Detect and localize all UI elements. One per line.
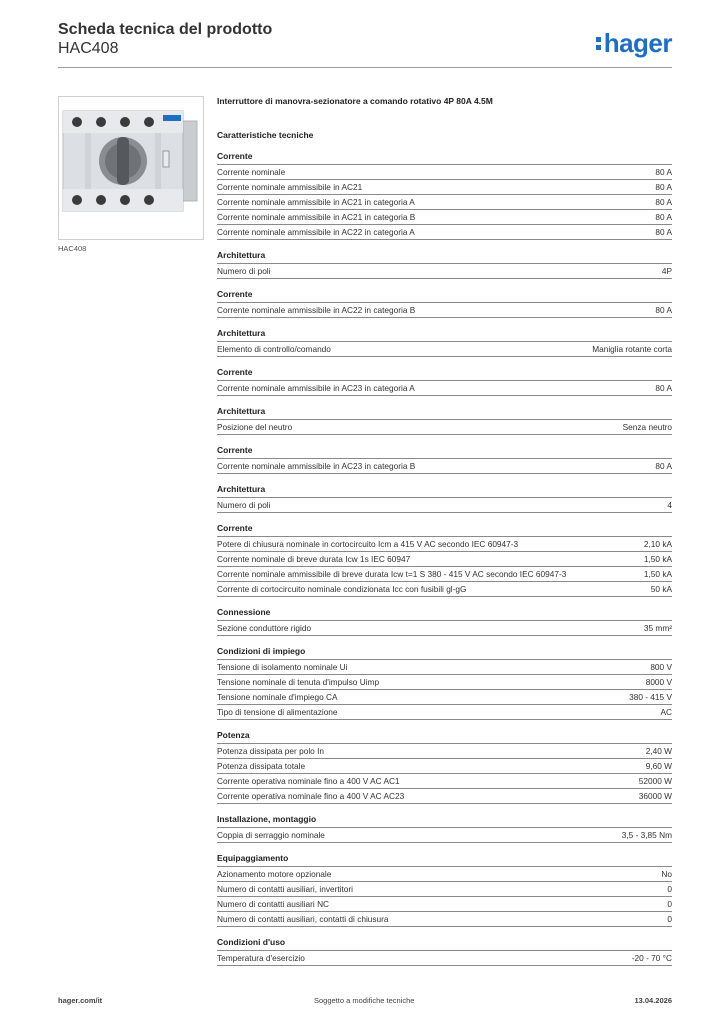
spec-row bbox=[217, 263, 672, 279]
spec-table bbox=[217, 164, 672, 240]
logo-text: hager bbox=[603, 28, 672, 58]
spec-value: 0 bbox=[667, 914, 672, 924]
spec-row bbox=[217, 380, 672, 396]
spec-value: -20 - 70 °C bbox=[631, 953, 672, 963]
section-gap bbox=[217, 357, 672, 366]
section-gap bbox=[217, 513, 672, 522]
section-title: Corrente bbox=[217, 367, 253, 377]
spec-section bbox=[217, 150, 672, 240]
section-title: Architettura bbox=[217, 406, 266, 416]
spec-value: 3,5 - 3,85 Nm bbox=[621, 830, 672, 840]
section-title: Condizioni d'uso bbox=[217, 937, 286, 947]
spec-row bbox=[217, 950, 672, 966]
spec-value: 800 V bbox=[650, 662, 672, 672]
spec-value: 1,50 kA bbox=[643, 554, 672, 564]
spec-row bbox=[217, 536, 672, 551]
section-title: Corrente bbox=[217, 523, 253, 533]
section-gap bbox=[217, 843, 672, 852]
spec-label: Corrente di cortocircuito nominale condizionata Icc con fusibili gl-gG bbox=[217, 584, 467, 594]
spec-row bbox=[217, 827, 672, 843]
spec-row bbox=[217, 866, 672, 881]
spec-value: Senza neutro bbox=[622, 422, 672, 432]
spec-section bbox=[217, 444, 672, 474]
spec-table bbox=[217, 827, 672, 843]
characteristics-title: Caratteristiche tecniche bbox=[217, 130, 314, 140]
section-title: Potenza bbox=[217, 730, 250, 740]
spec-label: Corrente nominale di breve durata Icw 1s IEC 60947 bbox=[217, 554, 411, 564]
spec-section bbox=[217, 852, 672, 927]
page-title: Scheda tecnica del prodotto bbox=[58, 21, 273, 38]
spec-table bbox=[217, 866, 672, 927]
spec-row bbox=[217, 497, 672, 513]
spec-section bbox=[217, 522, 672, 597]
spec-label: Azionamento motore opzionale bbox=[217, 869, 332, 879]
section-title: Condizioni di impiego bbox=[217, 646, 306, 656]
spec-label: Potenza dissipata per polo In bbox=[217, 746, 325, 756]
section-gap bbox=[217, 597, 672, 606]
spec-label: Corrente nominale bbox=[217, 167, 286, 177]
spec-row bbox=[217, 194, 672, 209]
spec-label: Numero di contatti ausiliari, contatti di chiusura bbox=[217, 914, 389, 924]
spec-section bbox=[217, 483, 672, 513]
spec-value: No bbox=[661, 869, 672, 879]
section-gap bbox=[217, 279, 672, 288]
spec-row bbox=[217, 674, 672, 689]
spec-label: Corrente nominale ammissibile in AC23 in categoria B bbox=[217, 461, 416, 471]
spec-value: 80 A bbox=[655, 383, 672, 393]
section-title: Connessione bbox=[217, 607, 271, 617]
spec-row bbox=[217, 758, 672, 773]
spec-section bbox=[217, 936, 672, 966]
section-gap bbox=[217, 927, 672, 936]
spec-table bbox=[217, 659, 672, 720]
spec-value: AC bbox=[660, 707, 672, 717]
spec-value: 0 bbox=[667, 899, 672, 909]
spec-value: 380 - 415 V bbox=[629, 692, 672, 702]
spec-row bbox=[217, 911, 672, 927]
footer-website-link[interactable]: hager.com/it bbox=[58, 996, 103, 1005]
section-title: Installazione, montaggio bbox=[217, 814, 317, 824]
footer-note: Soggetto a modifiche tecniche bbox=[314, 996, 415, 1005]
spec-table bbox=[217, 341, 672, 357]
spec-table bbox=[217, 458, 672, 474]
spec-value: 0 bbox=[667, 884, 672, 894]
spec-value: 80 A bbox=[655, 461, 672, 471]
spec-label: Corrente nominale ammissibile in AC22 in categoria B bbox=[217, 305, 416, 315]
spec-label: Corrente nominale ammissibile in AC23 in categoria A bbox=[217, 383, 415, 393]
section-gap bbox=[217, 636, 672, 645]
spec-label: Tensione nominale di tenuta d'impulso Uimp bbox=[217, 677, 380, 687]
page-header bbox=[58, 20, 672, 68]
section-gap bbox=[217, 720, 672, 729]
section-title: Architettura bbox=[217, 250, 266, 260]
spec-table bbox=[217, 743, 672, 804]
spec-section bbox=[217, 288, 672, 318]
spec-row bbox=[217, 704, 672, 720]
footer-date: 13.04.2026 bbox=[634, 996, 672, 1005]
spec-value: 9,60 W bbox=[645, 761, 672, 771]
spec-label: Temperatura d'esercizio bbox=[217, 953, 305, 963]
spec-section bbox=[217, 645, 672, 720]
spec-value: 1,50 kA bbox=[643, 569, 672, 579]
spec-row bbox=[217, 773, 672, 788]
spec-section bbox=[217, 366, 672, 396]
spec-row bbox=[217, 581, 672, 597]
section-gap bbox=[217, 318, 672, 327]
spec-row bbox=[217, 224, 672, 240]
spec-label: Posizione del neutro bbox=[217, 422, 293, 432]
spec-label: Corrente operativa nominale fino a 400 V AC AC23 bbox=[217, 791, 405, 801]
spec-row bbox=[217, 881, 672, 896]
spec-row bbox=[217, 743, 672, 758]
section-title: Architettura bbox=[217, 484, 266, 494]
spec-table bbox=[217, 536, 672, 597]
spec-label: Corrente nominale ammissibile in AC21 bbox=[217, 182, 363, 192]
spec-table bbox=[217, 419, 672, 435]
spec-row bbox=[217, 458, 672, 474]
spec-value: 80 A bbox=[655, 197, 672, 207]
spec-table bbox=[217, 263, 672, 279]
spec-content bbox=[217, 96, 672, 966]
spec-row bbox=[217, 179, 672, 194]
spec-table bbox=[217, 302, 672, 318]
section-title: Corrente bbox=[217, 151, 253, 161]
section-gap bbox=[217, 435, 672, 444]
spec-label: Numero di poli bbox=[217, 500, 271, 510]
spec-label: Numero di contatti ausiliari NC bbox=[217, 899, 330, 909]
spec-row bbox=[217, 566, 672, 581]
spec-section bbox=[217, 606, 672, 636]
spec-value: Maniglia rotante corta bbox=[592, 344, 672, 354]
spec-row bbox=[217, 659, 672, 674]
spec-section bbox=[217, 729, 672, 804]
section-gap bbox=[217, 804, 672, 813]
spec-value: 80 A bbox=[655, 212, 672, 222]
spec-table bbox=[217, 497, 672, 513]
spec-row bbox=[217, 689, 672, 704]
switch-disconnector-illustration bbox=[59, 97, 203, 239]
spec-value: 4P bbox=[661, 266, 672, 276]
section-title: Corrente bbox=[217, 445, 253, 455]
product-title: Interruttore di manovra-sezionatore a comando rotativo 4P 80A 4.5M bbox=[217, 96, 493, 106]
spec-value: 35 mm² bbox=[643, 623, 672, 633]
spec-value: 80 A bbox=[655, 305, 672, 315]
spec-value: 80 A bbox=[655, 167, 672, 177]
spec-label: Tensione nominale d'impiego CA bbox=[217, 692, 338, 702]
spec-value: 2,10 kA bbox=[643, 539, 672, 549]
spec-section bbox=[217, 813, 672, 843]
spec-row bbox=[217, 788, 672, 804]
spec-section bbox=[217, 327, 672, 357]
section-gap bbox=[217, 240, 672, 249]
spec-value: 2,40 W bbox=[645, 746, 672, 756]
spec-row bbox=[217, 209, 672, 224]
section-title: Equipaggiamento bbox=[217, 853, 289, 863]
spec-value: 80 A bbox=[655, 182, 672, 192]
spec-section bbox=[217, 405, 672, 435]
spec-row bbox=[217, 302, 672, 318]
spec-label: Corrente nominale ammissibile in AC22 in categoria A bbox=[217, 227, 415, 237]
spec-label: Potere di chiusura nominale in cortocircuito Icm a 415 V AC secondo IEC 60947-3 bbox=[217, 539, 519, 549]
spec-label: Tipo di tensione di alimentazione bbox=[217, 707, 338, 717]
spec-label: Corrente nominale ammissibile in AC21 in categoria B bbox=[217, 212, 416, 222]
spec-table bbox=[217, 380, 672, 396]
spec-label: Sezione conduttore rigido bbox=[217, 623, 312, 633]
spec-value: 4 bbox=[667, 500, 672, 510]
logo-dots-icon bbox=[596, 34, 601, 53]
section-title: Corrente bbox=[217, 289, 253, 299]
section-gap bbox=[217, 474, 672, 483]
spec-label: Tensione di isolamento nominale Ui bbox=[217, 662, 348, 672]
spec-value: 80 A bbox=[655, 227, 672, 237]
spec-value: 50 kA bbox=[650, 584, 672, 594]
spec-label: Elemento di controllo/comando bbox=[217, 344, 331, 354]
spec-label: Numero di contatti ausiliari, invertitori bbox=[217, 884, 354, 894]
spec-row bbox=[217, 419, 672, 435]
spec-row bbox=[217, 341, 672, 357]
spec-row bbox=[217, 896, 672, 911]
spec-label: Coppia di serraggio nominale bbox=[217, 830, 325, 840]
spec-label: Corrente operativa nominale fino a 400 V AC AC1 bbox=[217, 776, 400, 786]
header-divider bbox=[58, 67, 672, 68]
spec-label: Numero di poli bbox=[217, 266, 271, 276]
spec-table bbox=[217, 950, 672, 966]
spec-row bbox=[217, 164, 672, 179]
image-caption: HAC408 bbox=[58, 244, 87, 253]
spec-row bbox=[217, 620, 672, 636]
spec-section bbox=[217, 249, 672, 279]
hager-logo[interactable] bbox=[596, 28, 672, 59]
spec-value: 52000 W bbox=[638, 776, 672, 786]
section-gap bbox=[217, 396, 672, 405]
spec-label: Corrente nominale ammissibile in AC21 in categoria A bbox=[217, 197, 415, 207]
spec-row bbox=[217, 551, 672, 566]
spec-sections bbox=[217, 150, 672, 966]
section-title: Architettura bbox=[217, 328, 266, 338]
spec-label: Corrente nominale ammissibile di breve durata Icw t=1 S 380 - 415 V AC secondo IEC 60947-3 bbox=[217, 569, 567, 579]
spec-label: Potenza dissipata totale bbox=[217, 761, 306, 771]
product-image bbox=[58, 96, 204, 240]
spec-value: 36000 W bbox=[638, 791, 672, 801]
spec-table bbox=[217, 620, 672, 636]
spec-value: 8000 V bbox=[645, 677, 672, 687]
product-code: HAC408 bbox=[58, 40, 119, 57]
